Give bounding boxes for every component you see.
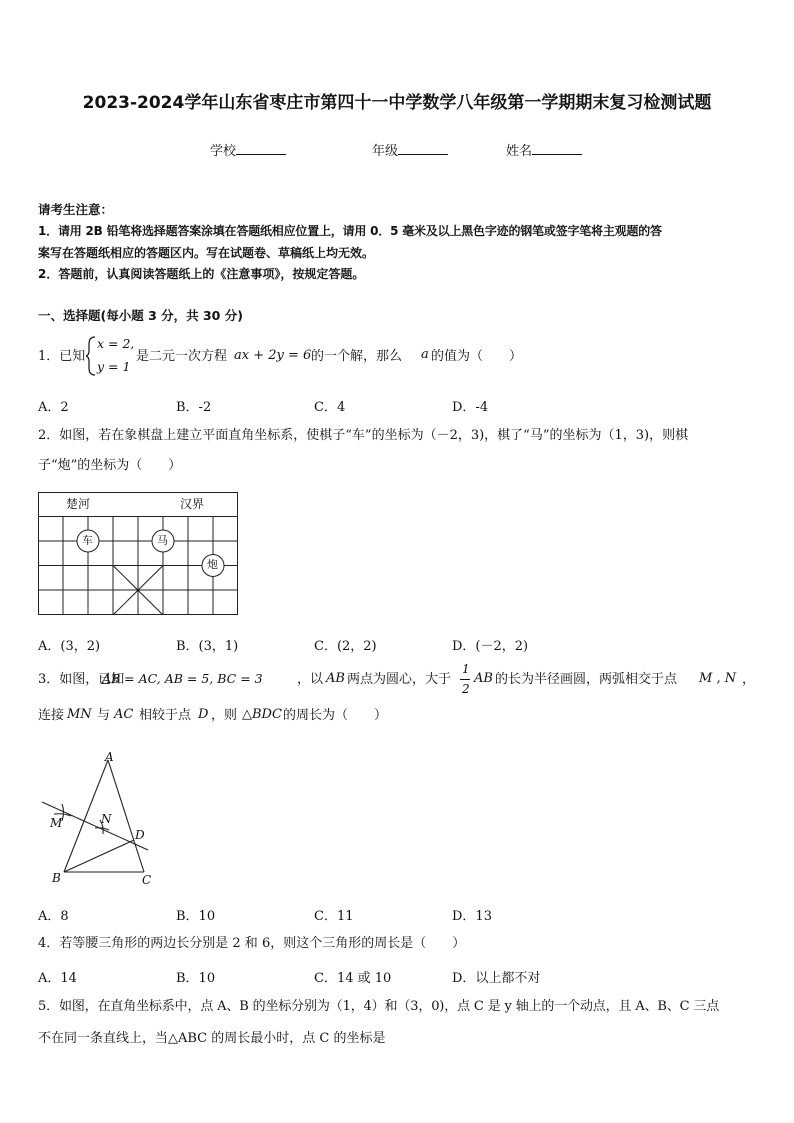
q4-option-a[interactable]: A．14: [38, 971, 77, 986]
label-m: M: [50, 816, 63, 830]
q3-line2-a: 连接: [38, 708, 65, 723]
q3-option-b[interactable]: B．10: [176, 909, 216, 924]
q4-text: 4．若等腰三角形的两边长分别是 2 和 6，则这个三角形的周长是（ ）: [38, 936, 466, 951]
q1-number: 1．已知: [38, 349, 86, 364]
q3-mn-points: M , N: [699, 671, 737, 686]
q3-given: AB = AC, AB = 5, BC = 3: [102, 671, 263, 686]
grade-label: 年级: [372, 144, 399, 159]
school-label: 学校: [210, 144, 237, 159]
q1-text-tail: 的一个解，那么: [311, 349, 403, 364]
chuhe-label: 楚河: [66, 497, 91, 511]
side-ac: [108, 760, 144, 872]
name-blank: [532, 142, 582, 155]
q1-option-b[interactable]: B．-2: [176, 400, 212, 415]
name-label: 姓名: [506, 144, 533, 159]
q3-text-1: 3．如图，已知: [38, 672, 125, 687]
q3-frac-den: 2: [462, 682, 470, 696]
q3-text-5: ，: [742, 672, 756, 687]
q3-triangle-bdc: △BDC: [242, 707, 282, 722]
q3-line2-c: 相较于点: [139, 708, 192, 723]
q3-ac: AC: [114, 707, 134, 722]
q3-option-d[interactable]: D．13: [452, 909, 492, 924]
q4-option-b[interactable]: B．10: [176, 971, 216, 986]
grade-field: [372, 140, 448, 159]
label-b: B: [52, 871, 61, 885]
q2-line-2: 子“炮”的坐标为（ ）: [38, 458, 182, 473]
q5-line-2: 不在同一条直线上，当△ABC 的周长最小时，点 C 的坐标是: [38, 1031, 386, 1046]
q3-line2-e: 的周长为（ ）: [283, 708, 388, 723]
notice-line-3: 2．答题前，认真阅读答题纸上的《注意事项》，按规定答题。: [38, 267, 365, 281]
label-n: N: [101, 812, 112, 826]
notice-line-2: 案写在答题纸相应的答题区内。写在试题卷、草稿纸上均无效。: [38, 246, 375, 260]
ma-label: 马: [157, 534, 168, 547]
q2-option-d[interactable]: D．(－2，2): [452, 639, 529, 654]
q5-line-1: 5．如图，在直角坐标系中，点 A、B 的坐标分别为（1，4）和（3，0)，点 C 是 y 轴上的一个动点，且 A、B、C 三点: [38, 999, 720, 1014]
q1-equation: ax + 2y = 6: [234, 348, 312, 363]
q3-text-3: 两点为圆心，大于: [347, 672, 452, 687]
q2-option-b[interactable]: B．(3，1): [176, 639, 239, 654]
section-heading: 一、选择题(每小题 3 分，共 30 分): [38, 308, 243, 323]
q1-option-d[interactable]: D．-4: [452, 400, 489, 415]
q4-option-c[interactable]: C．14 或 10: [314, 971, 392, 986]
hanjie-label: 汉界: [180, 497, 205, 511]
q3-ab-2: AB: [474, 671, 493, 686]
q3-text-4: 的长为半径画圆，两弧相交于点: [495, 672, 678, 687]
notice-line-1: 1．请用 2B 铅笔将选择题答案涂填在答题纸相应位置上，请用 0．5 毫米及以上黑色字迹的钢笔或签字笔将主观题的答: [38, 224, 662, 238]
q1-option-c[interactable]: C．4: [314, 400, 346, 415]
q3-option-a[interactable]: A．8: [38, 909, 69, 924]
q3-text-2: ，以: [297, 672, 324, 687]
q3-line2-d: ，则: [211, 708, 238, 723]
q3-mn: MN: [67, 707, 92, 722]
chess-board-figure: [38, 492, 240, 617]
pao-label: 炮: [207, 558, 218, 571]
exam-title: 2023-2024学年山东省枣庄市第四十一中学数学八年级第一学期期末复习检测试题: [82, 93, 712, 113]
q1-text-end: 的值为（ ）: [431, 349, 523, 364]
q1-text-mid: 是二元一次方程: [136, 349, 228, 364]
q2-option-a[interactable]: A．(3，2): [38, 639, 101, 654]
q1-option-a[interactable]: A．2: [38, 400, 69, 415]
q3-option-c[interactable]: C．11: [314, 909, 354, 924]
q2-option-c[interactable]: C．(2，2): [314, 639, 377, 654]
q1-system-line-2: y = 1: [97, 359, 131, 374]
label-c: C: [142, 873, 152, 887]
name-field: [506, 140, 582, 159]
q1-variable: a: [421, 347, 429, 362]
triangle-figure: [38, 748, 158, 893]
school-blank: [236, 142, 286, 155]
ju-label: 车: [82, 534, 93, 547]
label-a: A: [105, 750, 114, 764]
grade-blank: [398, 142, 448, 155]
q4-option-d[interactable]: D．以上都不对: [452, 971, 541, 986]
q2-line-1: 2．如图，若在象棋盘上建立平面直角坐标系，使棋子“车”的坐标为（－2，3)，棋了“马”的坐标为（1，3)，则棋: [38, 428, 689, 443]
q3-d: D: [198, 707, 209, 722]
q3-line2-b: 与: [97, 708, 111, 723]
label-d: D: [135, 828, 145, 842]
q1-brace: [86, 337, 95, 375]
school-field: [210, 140, 286, 159]
q3-frac-num: 1: [462, 662, 470, 676]
q3-ab-1: AB: [326, 671, 345, 686]
q1-system-line-1: x = 2,: [97, 336, 135, 351]
notice-heading: 请考生注意：: [38, 202, 114, 217]
